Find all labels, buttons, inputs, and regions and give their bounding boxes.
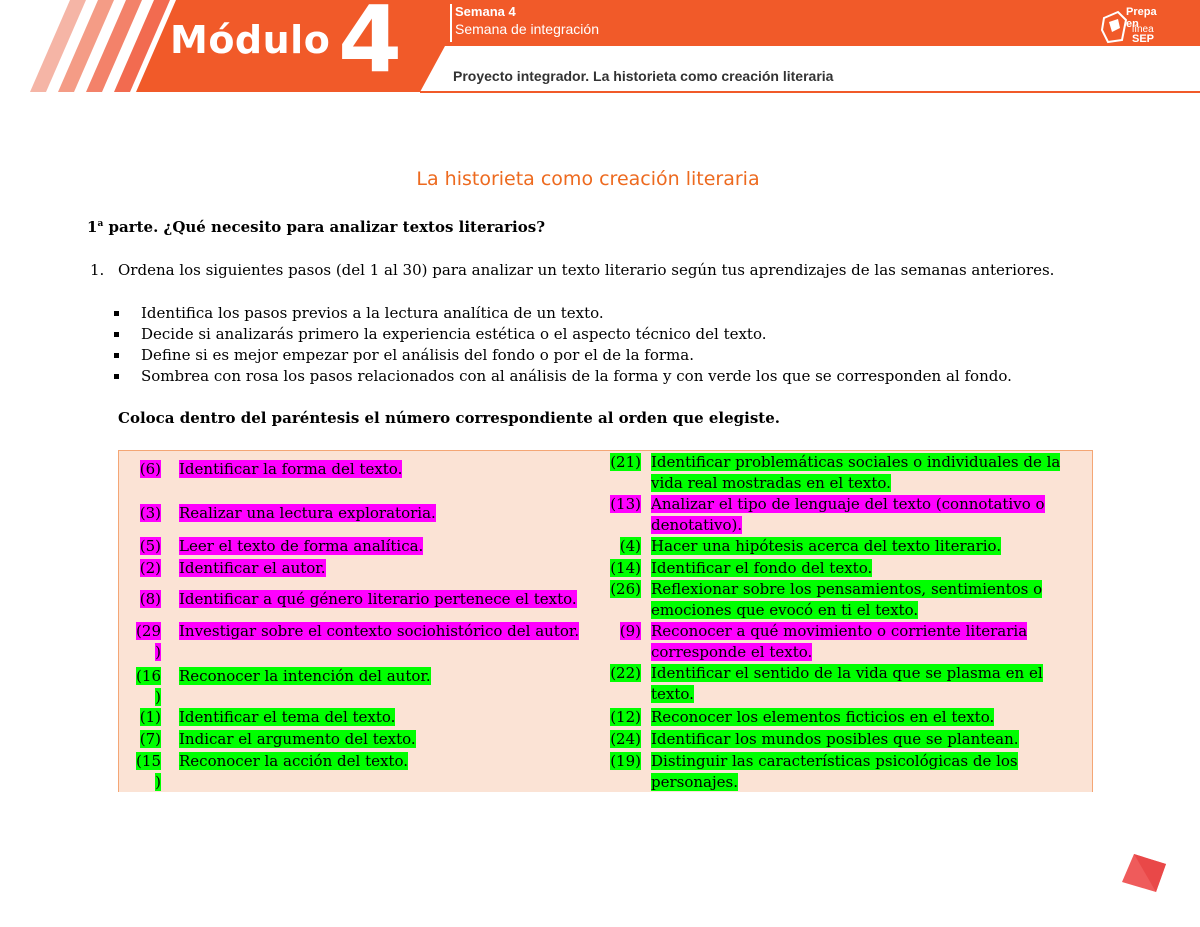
step-number-value: (9) — [619, 622, 641, 640]
prepa-en-linea-logo — [1098, 4, 1168, 46]
step-text-value: Reflexionar sobre los pensamientos, sentimientos o emociones que evocó en ti el texto. — [651, 580, 1043, 619]
step-text-value: Identificar el tema del texto. — [179, 708, 396, 726]
step-text — [179, 459, 589, 480]
step-text — [651, 494, 1071, 536]
step-text-value: Realizar una lectura exploratoria. — [179, 504, 436, 522]
step-number-value: (19) — [610, 752, 641, 770]
step-text — [651, 452, 1071, 494]
step-number — [119, 751, 161, 793]
square-bullet-icon — [114, 311, 119, 316]
document-title: La historieta como creación literaria — [416, 168, 760, 190]
step-number — [597, 621, 641, 642]
part-heading-text: parte. ¿Qué necesito para analizar textos literarios? — [103, 218, 545, 236]
step-number-value: (2) — [139, 559, 161, 577]
step-number-value: (12) — [610, 708, 641, 726]
week-title: Semana 4 — [455, 4, 516, 19]
project-title: Proyecto integrador. La historieta como creación literaria — [453, 68, 834, 84]
step-number — [119, 459, 161, 480]
logo-line-3: SEP — [1132, 33, 1155, 45]
step-text — [651, 536, 1071, 557]
step-number — [597, 536, 641, 557]
step-text-value: Identificar el sentido de la vida que se plasma en el texto. — [651, 664, 1043, 703]
step-text — [179, 666, 589, 687]
step-number — [597, 494, 641, 515]
step-number — [119, 558, 161, 579]
step-text-value: Identificar los mundos posibles que se plantean. — [651, 730, 1019, 748]
step-text — [179, 751, 589, 772]
step-number-value: (6) — [139, 460, 161, 478]
step-text — [651, 751, 1071, 793]
step-number — [119, 707, 161, 728]
steps-instruction: Coloca dentro del paréntesis el número correspondiente al orden que elegiste. — [118, 409, 780, 427]
step-number — [597, 558, 641, 579]
module-word: Módulo — [170, 18, 331, 62]
step-text-value: Indicar el argumento del texto. — [179, 730, 416, 748]
bullet-item — [114, 324, 1012, 345]
step-text — [651, 663, 1071, 705]
step-text — [179, 558, 589, 579]
bullet-item — [114, 345, 1012, 366]
bullet-text: Define si es mejor empezar por el análisis del fondo o por el de la forma. — [141, 346, 694, 364]
step-text — [651, 579, 1071, 621]
step-number — [119, 729, 161, 750]
step-number-value: (14) — [610, 559, 641, 577]
header-banner — [0, 0, 1200, 95]
step-text — [651, 621, 1071, 663]
step-number — [119, 621, 161, 663]
bullet-item — [114, 303, 1012, 324]
step-number-value: (26) — [610, 580, 641, 598]
week-subtitle: Semana de integración — [455, 21, 599, 37]
step-text-value: Reconocer a qué movimiento o corriente literaria corresponde el texto. — [651, 622, 1028, 661]
step-text — [651, 729, 1071, 750]
step-number-value: (3) — [139, 504, 161, 522]
step-number-value: (29 ) — [136, 622, 161, 661]
step-number-value: (4) — [619, 537, 641, 555]
step-text-value: Reconocer la acción del texto. — [179, 752, 408, 770]
bullet-item — [114, 366, 1012, 387]
part-ordinal: 1 — [87, 218, 98, 236]
step-text-value: Reconocer la intención del autor. — [179, 667, 431, 685]
instruction — [90, 261, 1054, 279]
square-bullet-icon — [114, 353, 119, 358]
step-number-value: (15 ) — [136, 752, 161, 791]
step-text — [651, 558, 1071, 579]
step-text-value: Distinguir las características psicológicas de los personajes. — [651, 752, 1018, 791]
instruction-text: Ordena los siguientes pasos (del 1 al 30) para analizar un texto literario según tus aprendizajes de las semanas anteriores. — [118, 261, 1055, 279]
step-text — [179, 536, 589, 557]
step-number — [597, 452, 641, 473]
logo-line-2: línea — [1132, 24, 1154, 35]
bullet-text: Sombrea con rosa los pasos relacionados con al análisis de la forma y con verde los que se corresponden al fondo. — [141, 367, 1012, 385]
logo-line-1: Prepa en — [1126, 6, 1157, 30]
square-bullet-icon — [114, 332, 119, 337]
decorative-diamond-icon — [1120, 852, 1170, 894]
step-text-value: Hacer una hipótesis acerca del texto literario. — [651, 537, 1002, 555]
bullet-text: Decide si analizarás primero la experiencia estética o el aspecto técnico del texto. — [141, 325, 767, 343]
step-number — [597, 579, 641, 600]
bullet-text: Identifica los pasos previos a la lectura analítica de un texto. — [141, 304, 604, 322]
step-number — [119, 503, 161, 524]
step-number-value: (7) — [139, 730, 161, 748]
step-text — [179, 589, 589, 610]
step-number-value: (21) — [610, 453, 641, 471]
step-number-value: (5) — [139, 537, 161, 555]
step-text-value: Identificar problemáticas sociales o individuales de la vida real mostradas en el texto. — [651, 453, 1061, 492]
step-number-value: (22) — [610, 664, 641, 682]
week-info — [450, 4, 599, 42]
step-number — [119, 589, 161, 610]
steps-box — [118, 450, 1093, 792]
step-text — [179, 503, 589, 524]
part-ordinal-sup: a — [97, 219, 104, 229]
step-number-value: (13) — [610, 495, 641, 513]
bullet-list — [114, 303, 1012, 387]
step-number — [597, 729, 641, 750]
step-text — [651, 707, 1071, 728]
step-number — [119, 536, 161, 557]
step-text — [179, 621, 589, 642]
step-text-value: Investigar sobre el contexto sociohistórico del autor. — [179, 622, 580, 640]
step-text-value: Analizar el tipo de lenguaje del texto (connotativo o denotativo). — [651, 495, 1045, 534]
square-bullet-icon — [114, 374, 119, 379]
step-text-value: Identificar el fondo del texto. — [651, 559, 873, 577]
instruction-number: 1. — [90, 261, 105, 279]
step-number-value: (1) — [139, 708, 161, 726]
step-text-value: Identificar a qué género literario pertenece el texto. — [179, 590, 577, 608]
step-text-value: Leer el texto de forma analítica. — [179, 537, 424, 555]
step-number — [597, 663, 641, 684]
step-text — [179, 729, 589, 750]
step-text-value: Identificar el autor. — [179, 559, 326, 577]
step-text-value: Reconocer los elementos ficticios en el texto. — [651, 708, 995, 726]
step-text — [179, 707, 589, 728]
module-number: 4 — [338, 0, 403, 93]
step-number-value: (16 ) — [136, 667, 161, 706]
step-number — [597, 707, 641, 728]
step-text-value: Identificar la forma del texto. — [179, 460, 403, 478]
step-number — [119, 666, 161, 708]
part-heading — [87, 218, 545, 236]
step-number — [597, 751, 641, 772]
step-number-value: (24) — [610, 730, 641, 748]
step-number-value: (8) — [139, 590, 161, 608]
